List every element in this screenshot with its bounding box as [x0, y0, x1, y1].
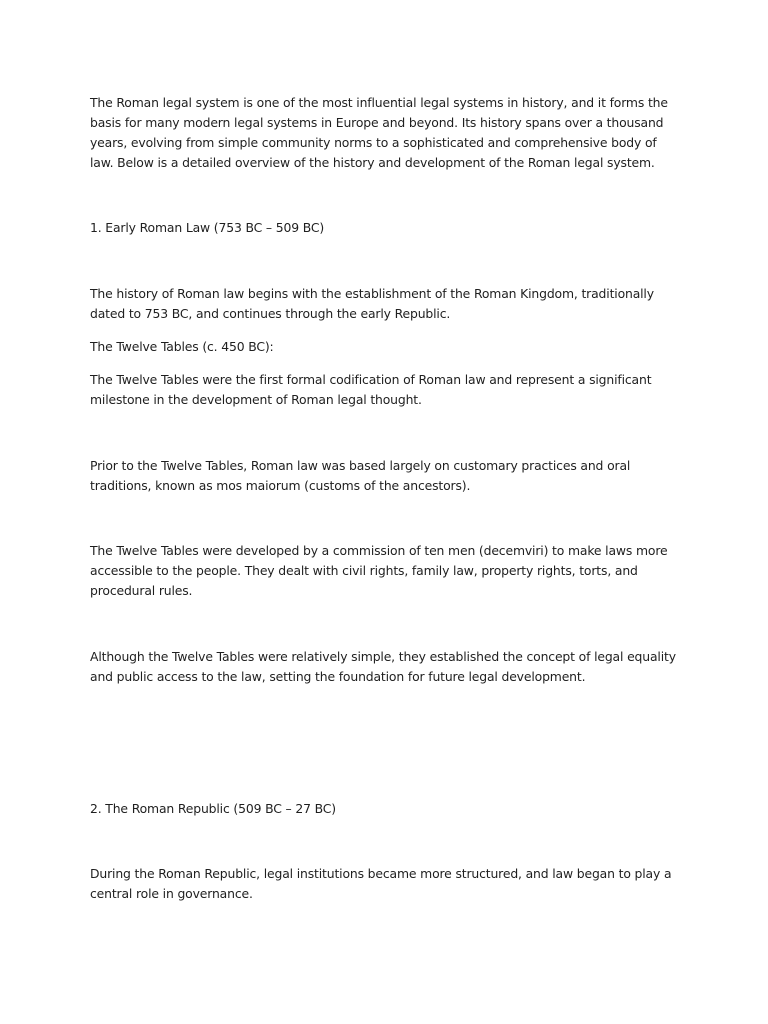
section-heading-early-roman-law: 1. Early Roman Law (753 BC – 509 BC) — [90, 220, 325, 235]
paragraph-republic-governance: During the Roman Republic, legal institutions became more structured, and law began to play a central role in governance. — [90, 866, 672, 901]
subheading-twelve-tables: The Twelve Tables (c. 450 BC): — [90, 339, 274, 354]
intro-paragraph: The Roman legal system is one of the most influential legal systems in history, and it forms the basis for many modern legal systems in Europe and beyond. Its history spans over a thousand years, evolving from simple community norms to a sophisticated and comprehensive body of law. Below is a detailed overview of the history and development of the Roman legal system. — [90, 95, 668, 170]
section-heading-roman-republic: 2. The Roman Republic (509 BC – 27 BC) — [90, 801, 336, 816]
paragraph-legal-equality: Although the Twelve Tables were relatively simple, they established the concept of legal equality and public access to the law, setting the foundation for future legal development. — [90, 649, 676, 684]
paragraph-decemviri: The Twelve Tables were developed by a commission of ten men (decemviri) to make laws more accessible to the people. They dealt with civil rights, family law, property rights, torts, and procedural rules. — [90, 543, 668, 598]
paragraph-roman-kingdom: The history of Roman law begins with the establishment of the Roman Kingdom, traditionally dated to 753 BC, and continues through the early Republic. — [90, 286, 654, 321]
paragraph-twelve-tables-codification: The Twelve Tables were the first formal codification of Roman law and represent a significant milestone in the development of Roman legal thought. — [90, 372, 652, 407]
paragraph-mos-maiorum: Prior to the Twelve Tables, Roman law was based largely on customary practices and oral traditions, known as mos maiorum (customs of the ancestors). — [90, 458, 631, 493]
